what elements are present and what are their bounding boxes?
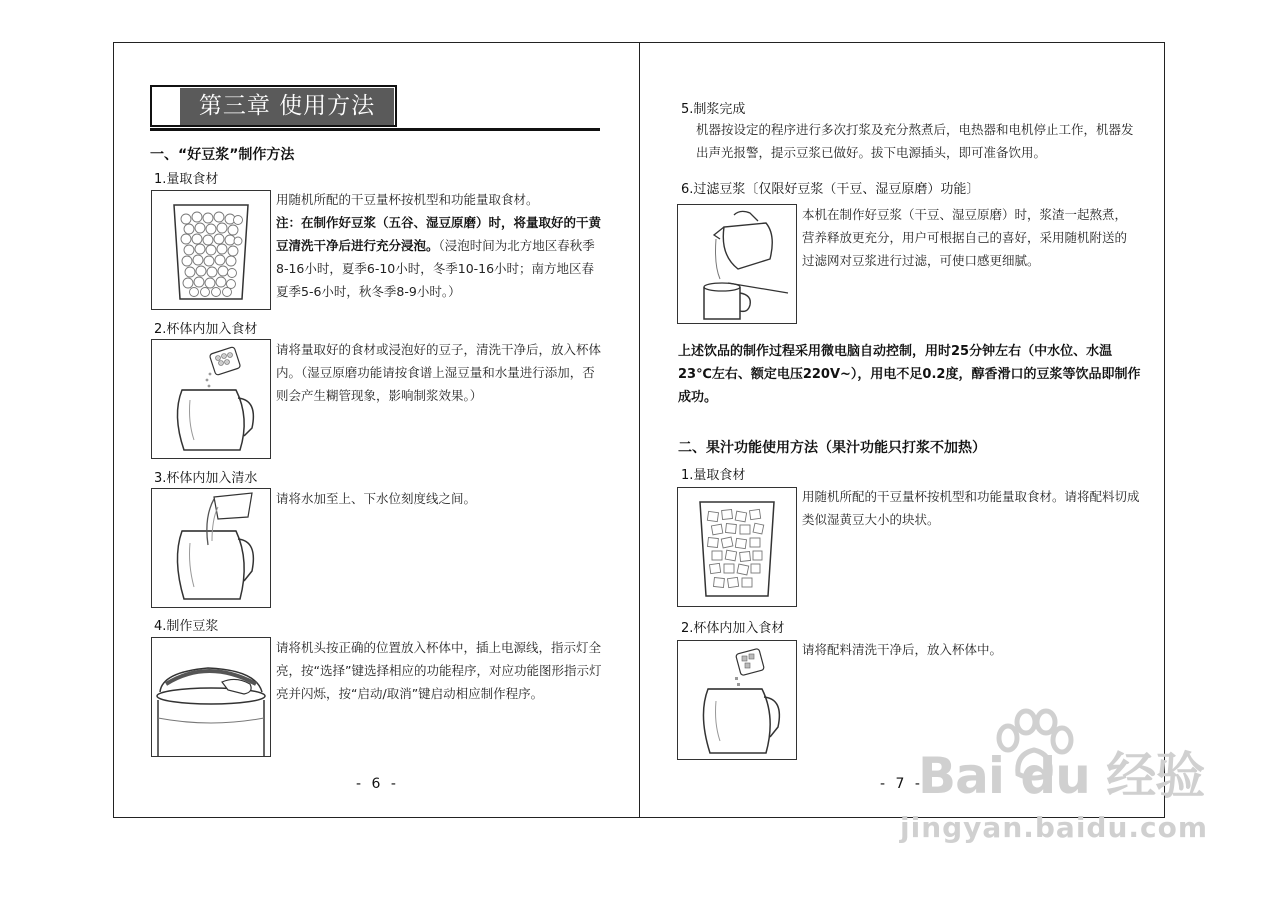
juice-step-1-title: 1.量取食材 xyxy=(681,468,746,483)
filter-soymilk-illustration xyxy=(677,204,797,324)
insert-machine-head-illustration xyxy=(151,637,271,757)
step-1-title: 1.量取食材 xyxy=(154,172,219,187)
add-ingredients-illustration xyxy=(151,339,271,459)
measuring-cup-cubes-illustration xyxy=(677,487,797,607)
juice-section-heading: 二、果汁功能使用方法（果汁功能只打浆不加热） xyxy=(678,440,986,456)
summary-text: 上述饮品的制作过程采用微电脑自动控制，用时25分钟左右（中水位、水温23℃左右、额定电压220V~），用电不足0.2度，醇香滑口的豆浆等饮品即制作成功。 xyxy=(678,344,1141,405)
watermark-brand: Bai du 经验 xyxy=(918,747,1205,805)
step-4-text: 请将机头按正确的位置放入杯体中，插上电源线，指示灯全亮，按“选择”键选择相应的功能程序，对应功能图形指示灯亮并闪烁，按“启动/取消”键启动相应制作程序。 xyxy=(276,640,602,701)
page-divider xyxy=(639,42,640,818)
step-3-title: 3.杯体内加入清水 xyxy=(154,471,258,486)
section-heading: 一、“好豆浆”制作方法 xyxy=(150,147,295,163)
step-5-text: 机器按设定的程序进行多次打浆及充分熬煮后，电热器和电机停止工作，机器发出声光报警，提示豆浆已做好。拔下电源插头，即可准备饮用。 xyxy=(696,122,1134,160)
chapter-underline xyxy=(150,128,600,131)
step-1-note: 注：在制作好豆浆（五谷、湿豆原磨）时，将量取好的干黄豆清洗干净后进行充分浸泡。 xyxy=(276,215,602,253)
step-6-text: 本机在制作好豆浆（干豆、湿豆原磨）时，浆渣一起熬煮，营养释放更充分，用户可根据自己的喜好，采用随机附送的过滤网对豆浆进行过滤，可使口感更细腻。 xyxy=(802,207,1128,268)
step-6-title: 6.过滤豆浆〔仅限好豆浆（干豆、湿豆原磨）功能〕 xyxy=(681,182,980,197)
step-3-text: 请将水加至上、下水位刻度线之间。 xyxy=(276,491,477,506)
step-2-title: 2.杯体内加入食材 xyxy=(154,322,258,337)
page-number-left: - 6 - xyxy=(356,776,399,792)
add-water-illustration xyxy=(151,488,271,608)
juice-step-1-text: 用随机所配的干豆量杯按机型和功能量取食材。请将配料切成类似湿黄豆大小的块状。 xyxy=(802,489,1140,527)
chapter-title: 第三章 使用方法 xyxy=(180,88,394,125)
step-1-soak-times: （浸泡时间为北方地区春秋季8-16小时，夏季6-10小时，冬季10-16小时；南方地区春夏季5-6小时，秋冬季8-9小时。） xyxy=(276,238,595,299)
measuring-cup-beans-illustration xyxy=(151,190,271,310)
step-1-text-intro: 用随机所配的干豆量杯按机型和功能量取食材。 xyxy=(276,192,539,207)
step-5-title: 5.制浆完成 xyxy=(681,102,746,117)
add-fruit-illustration xyxy=(677,640,797,760)
juice-step-2-text: 请将配料清洗干净后，放入杯体中。 xyxy=(802,642,1003,657)
juice-step-2-title: 2.杯体内加入食材 xyxy=(681,621,785,636)
step-2-text: 请将量取好的食材或浸泡好的豆子，清洗干净后，放入杯体内。（湿豆原磨功能请按食谱上湿豆量和水量进行添加，否则会产生糊管现象，影响制浆效果。） xyxy=(276,342,602,403)
step-4-title: 4.制作豆浆 xyxy=(154,619,219,634)
watermark-url: jingyan.baidu.com xyxy=(900,811,1209,844)
page-number-right: - 7 - xyxy=(880,776,923,792)
step-1-text xyxy=(276,188,606,303)
